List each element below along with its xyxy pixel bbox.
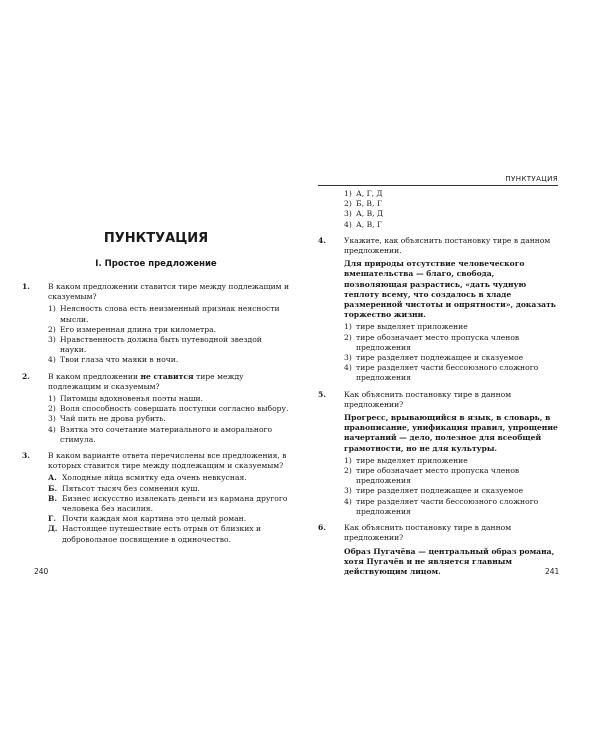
option-text: тире разделяет части бессоюзного сложного предложения: [356, 363, 539, 383]
option-label: 2): [48, 324, 56, 334]
option-item: [344, 363, 558, 383]
option-label: 4): [344, 363, 352, 373]
sentence-text: Настоящее путешествие есть отрыв от близких и добровольное посвящение в одиночество.: [62, 524, 262, 544]
answer-text: Б, В, Г: [356, 199, 382, 209]
answer-label: 1): [344, 189, 352, 198]
option-list: [48, 394, 290, 445]
option-text: Чай пить не дрова рубить.: [60, 414, 166, 424]
option-label: 3): [344, 486, 352, 496]
right-column: [318, 189, 558, 583]
question-1: [22, 282, 290, 366]
option-item: [48, 355, 290, 365]
option-label: 1): [48, 304, 56, 314]
example-sentence: Прогресс, врывающийся в язык, в словарь, в правописание, унификация правил, упрощение начертаний — дело, полезное для всеобщей грамотности, но не для культуры.: [344, 413, 558, 453]
answer-item: [344, 199, 558, 209]
option-item: [48, 325, 290, 335]
option-text: тире разделяет части бессоюзного сложного предложения: [356, 496, 539, 516]
option-text: Питомцы вдохновенья поэты наши.: [60, 394, 203, 404]
sentence-label: А.: [48, 473, 57, 483]
sentence-item: [48, 494, 290, 514]
option-label: 1): [48, 394, 56, 404]
question-text: В каком предложении ставится тире между подлежащим и сказуемым?: [48, 282, 290, 302]
option-text: тире разделяет подлежащее и сказуемое: [356, 353, 524, 363]
option-label: 2): [344, 466, 352, 476]
option-item: [344, 466, 558, 486]
answer-label: 3): [344, 209, 352, 219]
option-label: 1): [344, 322, 352, 332]
question-6: [318, 523, 558, 577]
example-sentence: Для природы отсутствие человеческого вмешательства — благо, свобода, позволяющая разрастись, «дать чудную теплоту всему, что создалось в хладе размеренной чистоты и опрятности», доказать торжество жизни.: [344, 259, 556, 320]
question-text: В каком варианте ответа перечислены все предложения, в которых ставится тире между подлежащим и сказуемым?: [48, 451, 287, 471]
option-item: [48, 394, 290, 404]
option-label: 3): [48, 414, 56, 424]
sentence-item: [48, 473, 290, 483]
sentence-text: Почти каждая моя картина это целый роман.: [62, 514, 247, 524]
question-4: [318, 235, 558, 384]
answer-text: А, Г, Д: [356, 189, 383, 198]
section-title: I. Простое предложение: [95, 259, 217, 269]
sentence-item: [48, 484, 290, 494]
option-text: Твои глаза что маяки в ночи.: [60, 355, 179, 365]
sentence-list: [48, 473, 290, 544]
answer-item: [344, 220, 558, 230]
example-sentence: Образ Пугачёва — центральный образ романа, хотя Пугачёв и не является главным действующим лицом.: [344, 546, 555, 576]
sentence-item: [48, 514, 290, 524]
option-list: [344, 456, 558, 517]
option-item: [344, 456, 558, 466]
option-item: [48, 414, 290, 424]
option-text: тире обозначает место пропуска членов предложения: [356, 332, 520, 352]
option-label: 2): [344, 332, 352, 342]
question-2: [22, 371, 290, 445]
option-item: [344, 322, 558, 332]
sentence-text: Холодные яйца всмятку еда очень невкусная.: [62, 473, 247, 483]
question-text: Как объяснить постановку тире в данном предложении?: [344, 523, 512, 543]
page-number-right: 241: [545, 567, 560, 576]
page-number-left: 240: [34, 567, 49, 576]
option-label: 1): [344, 455, 352, 465]
option-text: Воля способность совершать поступки согласно выбору.: [60, 404, 289, 414]
option-item: [48, 335, 290, 355]
option-label: 4): [48, 355, 56, 365]
question-text-end: тире между подлежащим и сказуемым?: [48, 371, 244, 391]
option-text: Его измеренная длина три километра.: [60, 324, 217, 334]
option-text: Нравственность должна быть путеводной звездой науки.: [60, 335, 262, 355]
question-text-start: В каком предложении: [48, 371, 139, 381]
answer-label: 2): [344, 199, 352, 209]
answer-item: [344, 189, 558, 199]
option-list: [48, 304, 290, 365]
question-text: [48, 372, 290, 392]
option-label: 3): [344, 353, 352, 363]
option-item: [48, 404, 290, 414]
sentence-text: Бизнес искусство извлекать деньги из кармана другого человека без насилия.: [62, 493, 288, 514]
option-item: [48, 304, 290, 324]
sentence-label: В.: [48, 493, 58, 503]
question-3-answer-list: [344, 189, 558, 230]
option-text: тире выделяет приложение: [356, 455, 468, 465]
question-number: 5.: [318, 389, 326, 399]
option-item: [344, 486, 558, 496]
sentence-item: [48, 524, 290, 544]
question-text: Как объяснить постановку тире в данном предложении?: [344, 389, 512, 409]
answer-label: 4): [344, 219, 352, 229]
question-number: 3.: [22, 451, 30, 461]
option-label: 4): [344, 496, 352, 506]
option-label: 2): [48, 404, 56, 414]
running-head: ПУНКТУАЦИЯ: [318, 175, 558, 186]
sentence-label: Б.: [48, 483, 58, 493]
question-3: [22, 451, 290, 545]
sentence-text: Пятьсот тысяч без сомнения куш.: [62, 483, 200, 493]
answer-text: А, В, Г: [356, 219, 383, 229]
question-text-emphasis: не ставится: [140, 371, 194, 381]
option-text: Взятка это сочетание материального и аморального стимула.: [60, 424, 273, 444]
answer-item: [344, 209, 558, 219]
question-number: 2.: [22, 371, 30, 381]
option-item: [344, 333, 558, 353]
question-number: 6.: [318, 523, 326, 533]
option-list: [344, 322, 558, 383]
option-item: [48, 425, 290, 445]
option-item: [344, 353, 558, 363]
question-number: 4.: [318, 235, 326, 245]
question-text: Укажите, как объяснить постановку тире в данном предложении.: [344, 235, 551, 256]
option-text: тире обозначает место пропуска членов предложения: [356, 466, 520, 486]
sentence-label: Д.: [48, 524, 58, 534]
sentence-label: Г.: [48, 514, 56, 524]
option-item: [344, 497, 558, 517]
option-text: Неясность слова есть неизменный признак неясности мысли.: [60, 304, 280, 324]
question-5: [318, 389, 558, 517]
left-column: [22, 282, 290, 551]
option-text: тире выделяет приложение: [356, 322, 468, 332]
chapter-title: ПУНКТУАЦИЯ: [103, 231, 209, 246]
answer-text: А, В, Д: [356, 209, 384, 219]
question-number: 1.: [22, 282, 30, 291]
option-label: 4): [48, 424, 56, 434]
option-label: 3): [48, 335, 56, 345]
option-text: тире разделяет подлежащее и сказуемое: [356, 486, 524, 496]
